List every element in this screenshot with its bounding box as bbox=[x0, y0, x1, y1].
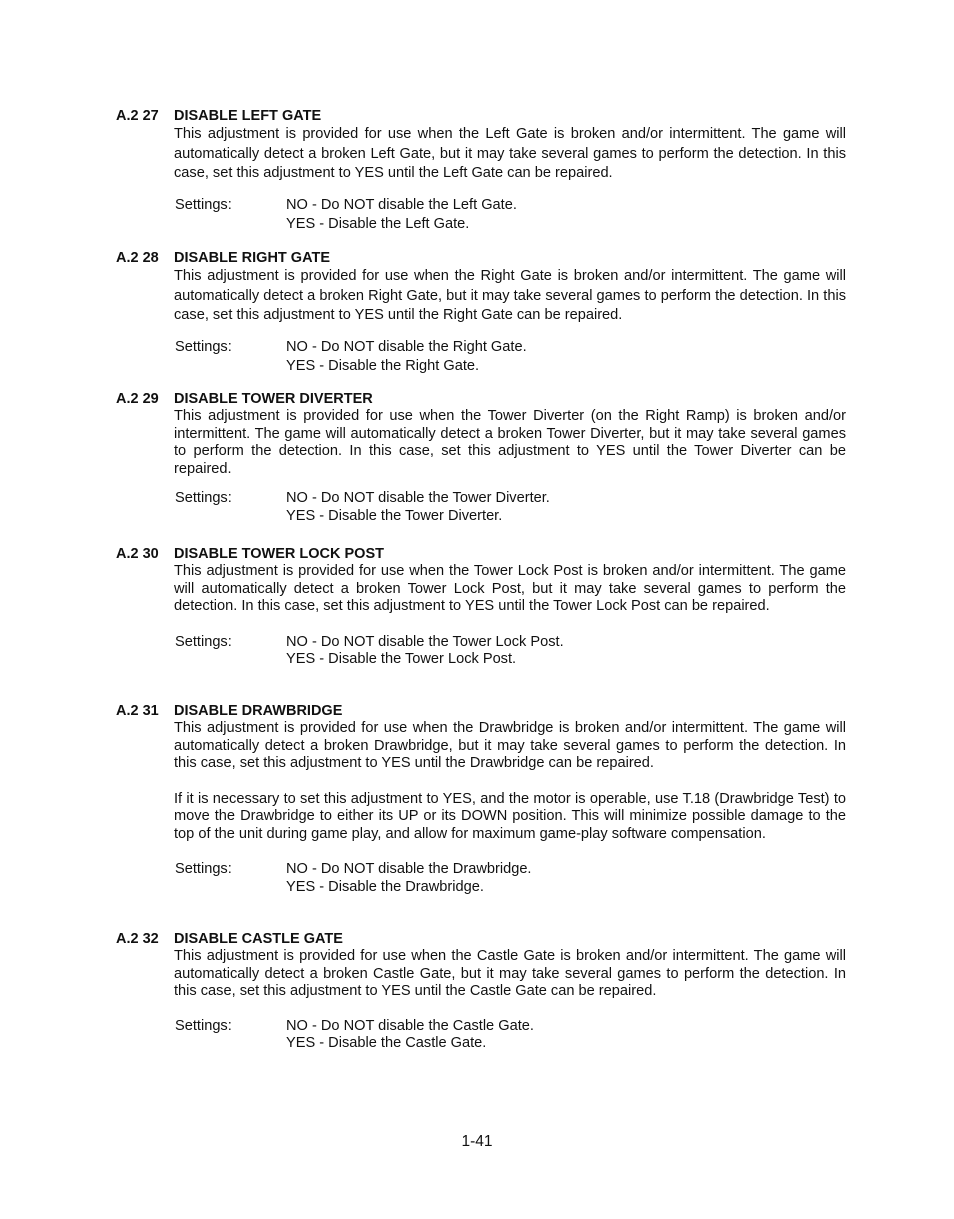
section-body bbox=[174, 267, 846, 326]
settings-label: Settings: bbox=[175, 338, 232, 355]
setting-option-yes: YES - Disable the Left Gate. bbox=[286, 216, 470, 232]
settings-label: Settings: bbox=[175, 861, 232, 877]
setting-option-no: NO - Do NOT disable the Right Gate. bbox=[286, 338, 527, 355]
settings-label: Settings: bbox=[175, 196, 232, 213]
section-body bbox=[174, 948, 846, 1001]
section-disable-drawbridge bbox=[116, 702, 846, 896]
section-number: A.2 28 bbox=[116, 250, 159, 266]
settings-block bbox=[175, 634, 846, 669]
section-number: A.2 31 bbox=[116, 703, 159, 719]
settings-block bbox=[175, 196, 846, 235]
setting-option-yes: YES - Disable the Right Gate. bbox=[286, 358, 480, 374]
settings-block bbox=[175, 490, 846, 525]
section-body bbox=[174, 720, 846, 843]
section-title: DISABLE TOWER LOCK POST bbox=[174, 546, 384, 562]
section-disable-castle-gate bbox=[116, 930, 846, 1053]
paragraph: If it is necessary to set this adjustment to YES, and the motor is operable, use T.18 (Drawbridge Test) to move the Drawbridge to either its UP or its DOWN position. This will minimize possible damage to the top of the unit during game play, and allow for maximum game-play software compensation. bbox=[174, 790, 846, 842]
section-number: A.2 29 bbox=[116, 391, 159, 407]
setting-option-no: NO - Do NOT disable the Tower Lock Post. bbox=[286, 633, 564, 650]
section-heading bbox=[116, 249, 846, 267]
paragraph: This adjustment is provided for use when the Left Gate is broken and/or intermittent. The game will automatically detect a broken Left Gate, but it may take several games to perform the detection. In this case, set this adjustment to YES until the Left Gate can be repaired. bbox=[174, 126, 846, 181]
setting-option-no: NO - Do NOT disable the Drawbridge. bbox=[286, 861, 532, 877]
section-heading bbox=[116, 390, 846, 408]
section-disable-tower-diverter bbox=[116, 390, 846, 525]
section-heading bbox=[116, 545, 846, 563]
page-number: 1-41 bbox=[461, 1133, 493, 1150]
section-title: DISABLE TOWER DIVERTER bbox=[174, 391, 373, 407]
setting-option-no: NO - Do NOT disable the Tower Diverter. bbox=[286, 490, 550, 506]
setting-option-no: NO - Do NOT disable the Castle Gate. bbox=[286, 1017, 534, 1034]
setting-option-yes: YES - Disable the Tower Lock Post. bbox=[286, 651, 517, 667]
section-disable-tower-lock-post bbox=[116, 545, 846, 669]
section-title: DISABLE DRAWBRIDGE bbox=[174, 703, 343, 719]
section-body bbox=[174, 563, 846, 616]
section-body bbox=[174, 408, 846, 478]
section-heading bbox=[116, 702, 846, 720]
settings-label: Settings: bbox=[175, 1017, 232, 1034]
paragraph: This adjustment is provided for use when the Right Gate is broken and/or intermittent. The game will automatically detect a broken Right Gate, but it may take several games to perform the detection. In this case, set this adjustment to YES until the Right Gate can be repaired. bbox=[174, 268, 846, 323]
setting-option-yes: YES - Disable the Castle Gate. bbox=[286, 1035, 487, 1051]
section-body bbox=[174, 125, 846, 184]
settings-block bbox=[175, 1018, 846, 1053]
section-number: A.2 30 bbox=[116, 546, 159, 562]
section-title: DISABLE CASTLE GATE bbox=[174, 931, 343, 947]
settings-block bbox=[175, 861, 846, 896]
settings-block bbox=[175, 338, 846, 377]
paragraph: This adjustment is provided for use when the Drawbridge is broken and/or intermittent. The game will automatically detect a broken Drawbridge, but it may take several games to perform the detection. In this case, set this adjustment to YES until the Drawbridge can be repaired. bbox=[174, 720, 846, 771]
section-heading bbox=[116, 930, 846, 948]
section-title: DISABLE RIGHT GATE bbox=[174, 250, 331, 266]
settings-label: Settings: bbox=[175, 490, 232, 506]
paragraph: This adjustment is provided for use when the Castle Gate is broken and/or intermittent. The game will automatically detect a broken Castle Gate, but it may take several games to perform the detection. In this case, set this adjustment to YES until the Castle Gate can be repaired. bbox=[174, 948, 846, 999]
paragraph: This adjustment is provided for use when the Tower Lock Post is broken and/or intermittent. The game will automatically detect a broken Tower Lock Post, but it may take several games to perform the detection. In this case, set this adjustment to YES until the Tower Lock Post can be repaired. bbox=[174, 563, 846, 614]
setting-option-yes: YES - Disable the Drawbridge. bbox=[286, 878, 484, 895]
section-title: DISABLE LEFT GATE bbox=[174, 108, 322, 124]
paragraph: This adjustment is provided for use when the Tower Diverter (on the Right Ramp) is broken and/or intermittent. The game will automatically detect a broken Tower Diverter, but it may take several games to perform the detection. In this case, set this adjustment to YES until the Tower Diverter can be repaired. bbox=[174, 408, 846, 477]
section-number: A.2 32 bbox=[116, 931, 159, 947]
section-heading bbox=[116, 107, 846, 125]
section-disable-right-gate bbox=[116, 249, 846, 377]
section-disable-left-gate bbox=[116, 107, 846, 235]
setting-option-no: NO - Do NOT disable the Left Gate. bbox=[286, 196, 517, 213]
setting-option-yes: YES - Disable the Tower Diverter. bbox=[286, 507, 503, 524]
settings-label: Settings: bbox=[175, 633, 232, 650]
section-number: A.2 27 bbox=[116, 108, 159, 124]
